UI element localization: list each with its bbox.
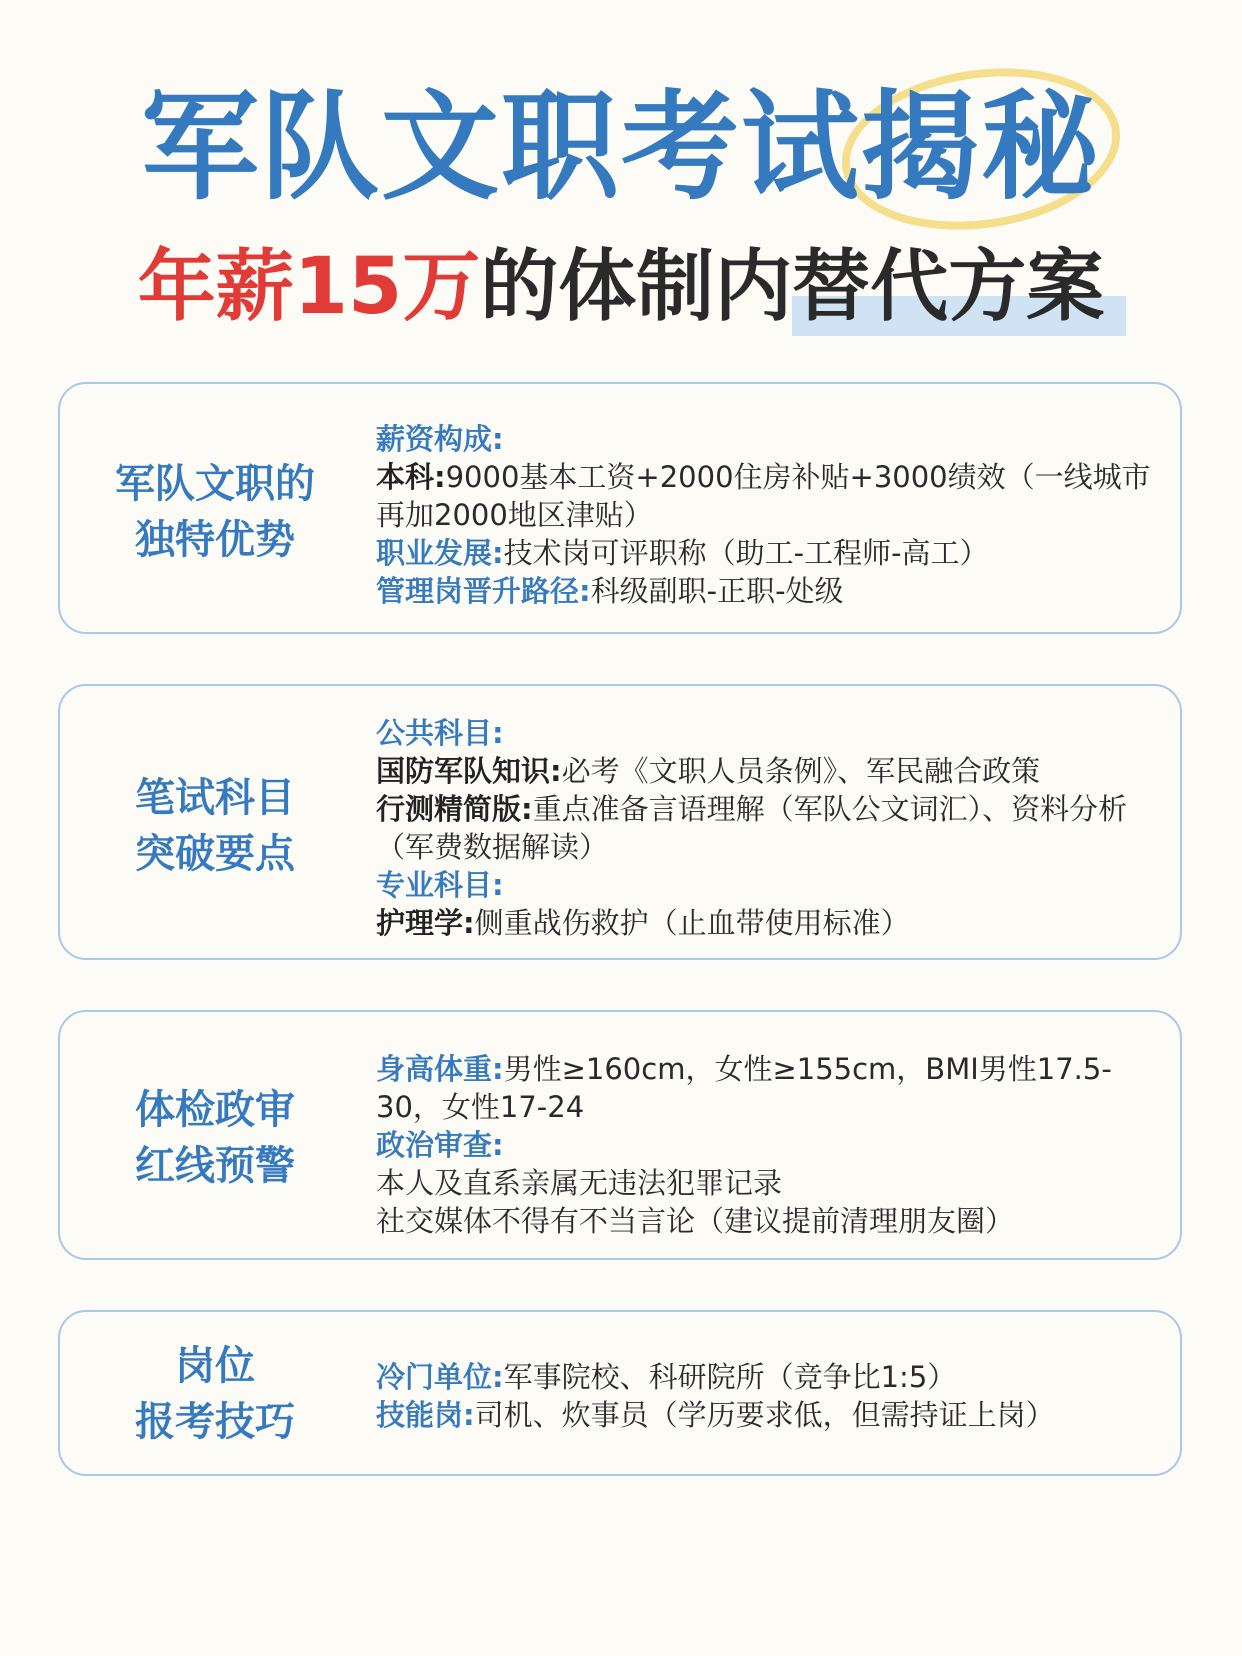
nursing-label: 护理学: — [376, 906, 475, 940]
card-body — [376, 714, 1156, 942]
body-text: 男性≥160cm，女性≥155cm，BMI男性17.5-30，女性17-24 — [376, 1052, 1112, 1124]
undergrad-label: 本科: — [376, 460, 446, 494]
card-body — [376, 1050, 1156, 1240]
defense-label: 国防军队知识: — [376, 754, 562, 788]
card-application-tips — [58, 1310, 1182, 1476]
card-body — [376, 420, 1156, 610]
defense-text: 必考《文职人员条例》、军民融合政策 — [561, 754, 1041, 788]
political-heading: 政治审查: — [376, 1128, 504, 1162]
cold-label: 冷门单位: — [376, 1360, 504, 1394]
mgmt-label: 管理岗晋升路径: — [376, 574, 591, 608]
page-subtitle — [0, 232, 1242, 342]
test-text: 重点准备言语理解（军队公文词汇）、资料分析（军费数据解读） — [376, 792, 1128, 864]
title-main: 军队文职考试 — [140, 78, 861, 216]
political-line2: 社交媒体不得有不当言论（建议提前清理朋友圈） — [376, 1204, 1015, 1238]
card-advantages — [58, 382, 1182, 634]
subtitle-middle: 的体制内 — [480, 242, 793, 332]
card-title — [60, 1338, 370, 1450]
card-title-line2: 突破要点 — [135, 826, 295, 882]
card-title-line1: 岗位 — [175, 1343, 255, 1389]
subtitle-highlighted: 替代方案 — [792, 232, 1104, 342]
political-line1: 本人及直系亲属无违法犯罪记录 — [376, 1166, 783, 1200]
card-body — [376, 1358, 1156, 1434]
page-title — [0, 72, 1242, 222]
public-heading: 公共科目: — [376, 716, 504, 750]
card-title — [60, 1082, 370, 1194]
salary-heading: 薪资构成: — [376, 422, 504, 456]
card-title-line1: 笔试科目 — [135, 775, 295, 821]
career-text: 技术岗可评职称（助工-工程师-高工） — [503, 536, 989, 570]
title-highlight: 揭秘 — [861, 78, 1102, 216]
undergrad-text: 9000基本工资+2000住房补贴+3000绩效（一线城市再加2000地区津贴） — [376, 460, 1151, 532]
cold-text: 军事院校、科研院所（竞争比1:5） — [503, 1360, 957, 1394]
career-label: 职业发展: — [376, 536, 504, 570]
nursing-text: 侧重战伤救护（止血带使用标准） — [474, 906, 910, 940]
card-title-line1: 体检政审 — [135, 1087, 295, 1133]
mgmt-text: 科级副职-正职-处级 — [590, 574, 844, 608]
major-heading: 专业科目: — [376, 868, 504, 902]
card-exam-subjects — [58, 684, 1182, 960]
card-title-line1: 军队文职的 — [115, 461, 315, 507]
test-label: 行测精简版: — [376, 792, 533, 826]
card-title-line2: 红线预警 — [135, 1138, 295, 1194]
card-title — [60, 456, 370, 568]
card-title — [60, 770, 370, 882]
skill-label: 技能岗: — [376, 1398, 475, 1432]
subtitle-salary: 年薪15万 — [137, 242, 481, 332]
body-label: 身高体重: — [376, 1052, 504, 1086]
skill-text: 司机、炊事员（学历要求低，但需持证上岗） — [474, 1398, 1055, 1432]
card-physical-political — [58, 1010, 1182, 1260]
title-highlight-wrap — [861, 72, 1101, 222]
card-title-line2: 独特优势 — [135, 512, 295, 568]
card-title-line2: 报考技巧 — [135, 1394, 295, 1450]
